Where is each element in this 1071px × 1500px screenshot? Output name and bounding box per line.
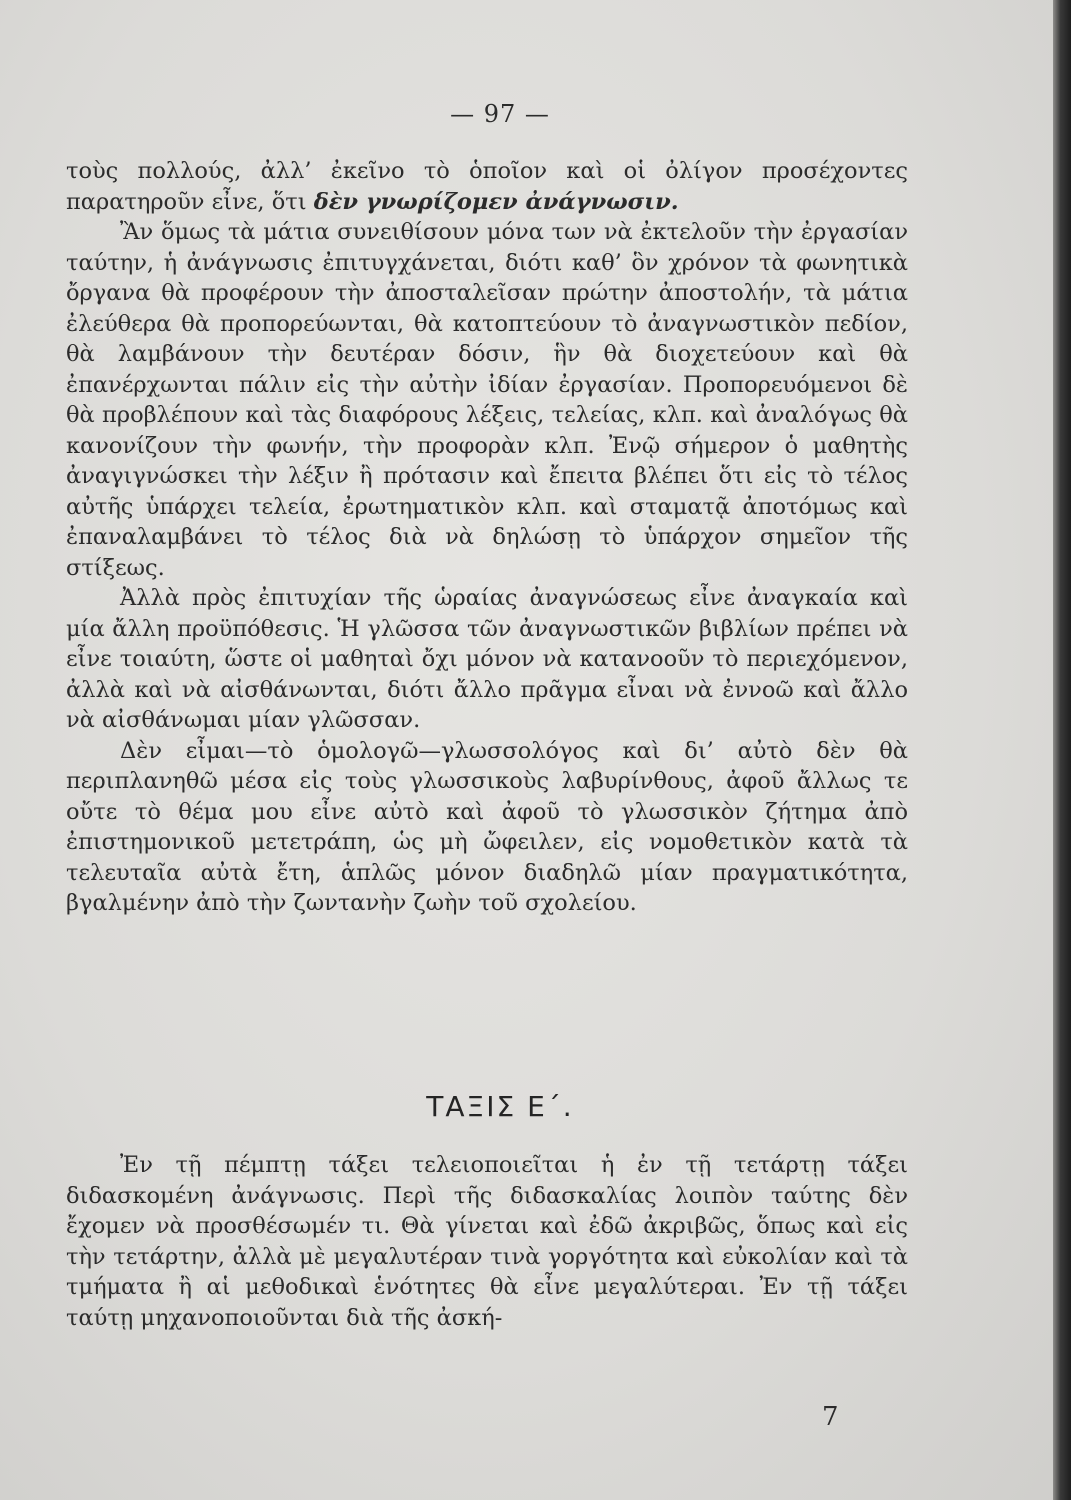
page-edge-shadow bbox=[1053, 0, 1071, 1500]
section-heading: ΤΑΞΙΣ Ε΄. bbox=[426, 1090, 574, 1123]
paragraph-continuation bbox=[66, 156, 908, 217]
page-number: — 97 — bbox=[450, 100, 550, 128]
main-text-bottom bbox=[66, 1150, 908, 1333]
paragraph: Δὲν εἶμαι—τὸ ὁμολογῶ—γλωσσολόγος καὶ δι’ αὐτὸ δὲν θὰ περιπλανηθῶ μέσα εἰς τοὺς γλωσσικοὺς λαβυρίνθους, ἀφοῦ ἄλλως τε οὔτε τὸ θέμα μου εἶνε αὐτὸ καὶ ἀφοῦ τὸ γλωσσικὸν ζήτημα ἀπὸ ἐπιστημονικοῦ μετετράπη, ὡς μὴ ὤφειλεν, εἰς νομοθετικὸν κατὰ τὰ τελευταῖα αὐτὰ ἔτη, ἁπλῶς μόνον διαδηλῶ μίαν πραγματικότητα, βγαλμένην ἀπὸ τὴν ζωντανὴν ζωὴν τοῦ σχολείου. bbox=[66, 737, 908, 916]
signature-mark: 7 bbox=[822, 1402, 839, 1432]
main-text-top bbox=[66, 156, 908, 919]
emphasized-phrase: δὲν γνωρίζομεν ἀνάγνωσιν. bbox=[313, 188, 679, 215]
paragraph: Ἂν ὅμως τὰ μάτια συνειθίσουν μόνα των νὰ ἐκτελοῦν τὴν ἐργασίαν ταύτην, ἡ ἀνάγνωσις ἐπιτυγχάνεται, διότι καθ’ ὃν χρόνον τὰ φωνητικὰ ὄργανα θὰ προφέρουν τὴν ἀποσταλεῖσαν πρώτην ἀποστολήν, τὰ μάτια ἐλεύθερα θὰ προπορεύωνται, θὰ κατοπτεύουν τὸ ἀναγνωστικὸν πεδίον, θὰ λαμβάνουν τὴν δευτέραν δόσιν, ἣν θὰ διοχετεύουν καὶ θὰ ἐπανέρχωνται πάλιν εἰς τὴν αὐτὴν ἰδίαν ἐργασίαν. Προπορευόμενοι δὲ θὰ προβλέπουν καὶ τὰς διαφόρους λέξεις, τελείας, κλπ. καὶ ἀναλόγως θὰ κανονίζουν τὴν φωνήν, τὴν προφορὰν κλπ. Ἐνῷ σήμερον ὁ μαθητὴς ἀναγιγνώσκει τὴν λέξιν ἢ πρότασιν καὶ ἔπειτα βλέπει ὅτι εἰς τὸ τέλος αὐτῆς ὑπάρχει τελεία, ἐρωτηματικὸν κλπ. καὶ σταματᾷ ἀποτόμως καὶ ἐπαναλαμβάνει τὸ τέλος διὰ νὰ δηλώσῃ τὸ ὑπάρχον σημεῖον τῆς στίξεως. bbox=[66, 219, 908, 581]
paragraph: Ἀλλὰ πρὸς ἐπιτυχίαν τῆς ὡραίας ἀναγνώσεως εἶνε ἀναγκαία καὶ μία ἄλλη προϋπόθεσις. Ἡ γλῶσσα τῶν ἀναγνωστικῶν βιβλίων πρέπει νὰ εἶνε τοιαύτη, ὥστε οἱ μαθηταὶ ὄχι μόνον νὰ κατανοοῦν τὸ περιεχόμενον, ἀλλὰ καὶ νὰ αἰσθάνωνται, διότι ἄλλο πρᾶγμα εἶναι νὰ ἐννοῶ καὶ ἄλλο νὰ αἰσθάνωμαι μίαν γλῶσσαν. bbox=[66, 585, 908, 733]
paragraph-lead-text: τοὺς πολλούς, ἀλλ’ ἐκεῖνο τὸ ὁποῖον καὶ οἱ ὀλίγον προσέχοντες παρατηροῦν εἶνε, ὅτι bbox=[66, 158, 908, 215]
paragraph: Ἐν τῇ πέμπτῃ τάξει τελειοποιεῖται ἡ ἐν τῇ τετάρτῃ τάξει διδασκομένη ἀνάγνωσις. Περὶ τῆς διδασκαλίας λοιπὸν ταύτης δὲν ἔχομεν νὰ προσθέσωμέν τι. Θὰ γίνεται καὶ ἐδῶ ἀκριβῶς, ὅπως καὶ εἰς τὴν τετάρτην, ἀλλὰ μὲ μεγαλυτέραν τινὰ γοργότητα καὶ εὐκολίαν καὶ τὰ τμήματα ἢ αἱ μεθοδικαὶ ἑνότητες θὰ εἶνε μεγαλύτεραι. Ἐν τῇ τάξει ταύτῃ μηχανοποιοῦνται διὰ τῆς ἀσκή- bbox=[66, 1152, 908, 1331]
